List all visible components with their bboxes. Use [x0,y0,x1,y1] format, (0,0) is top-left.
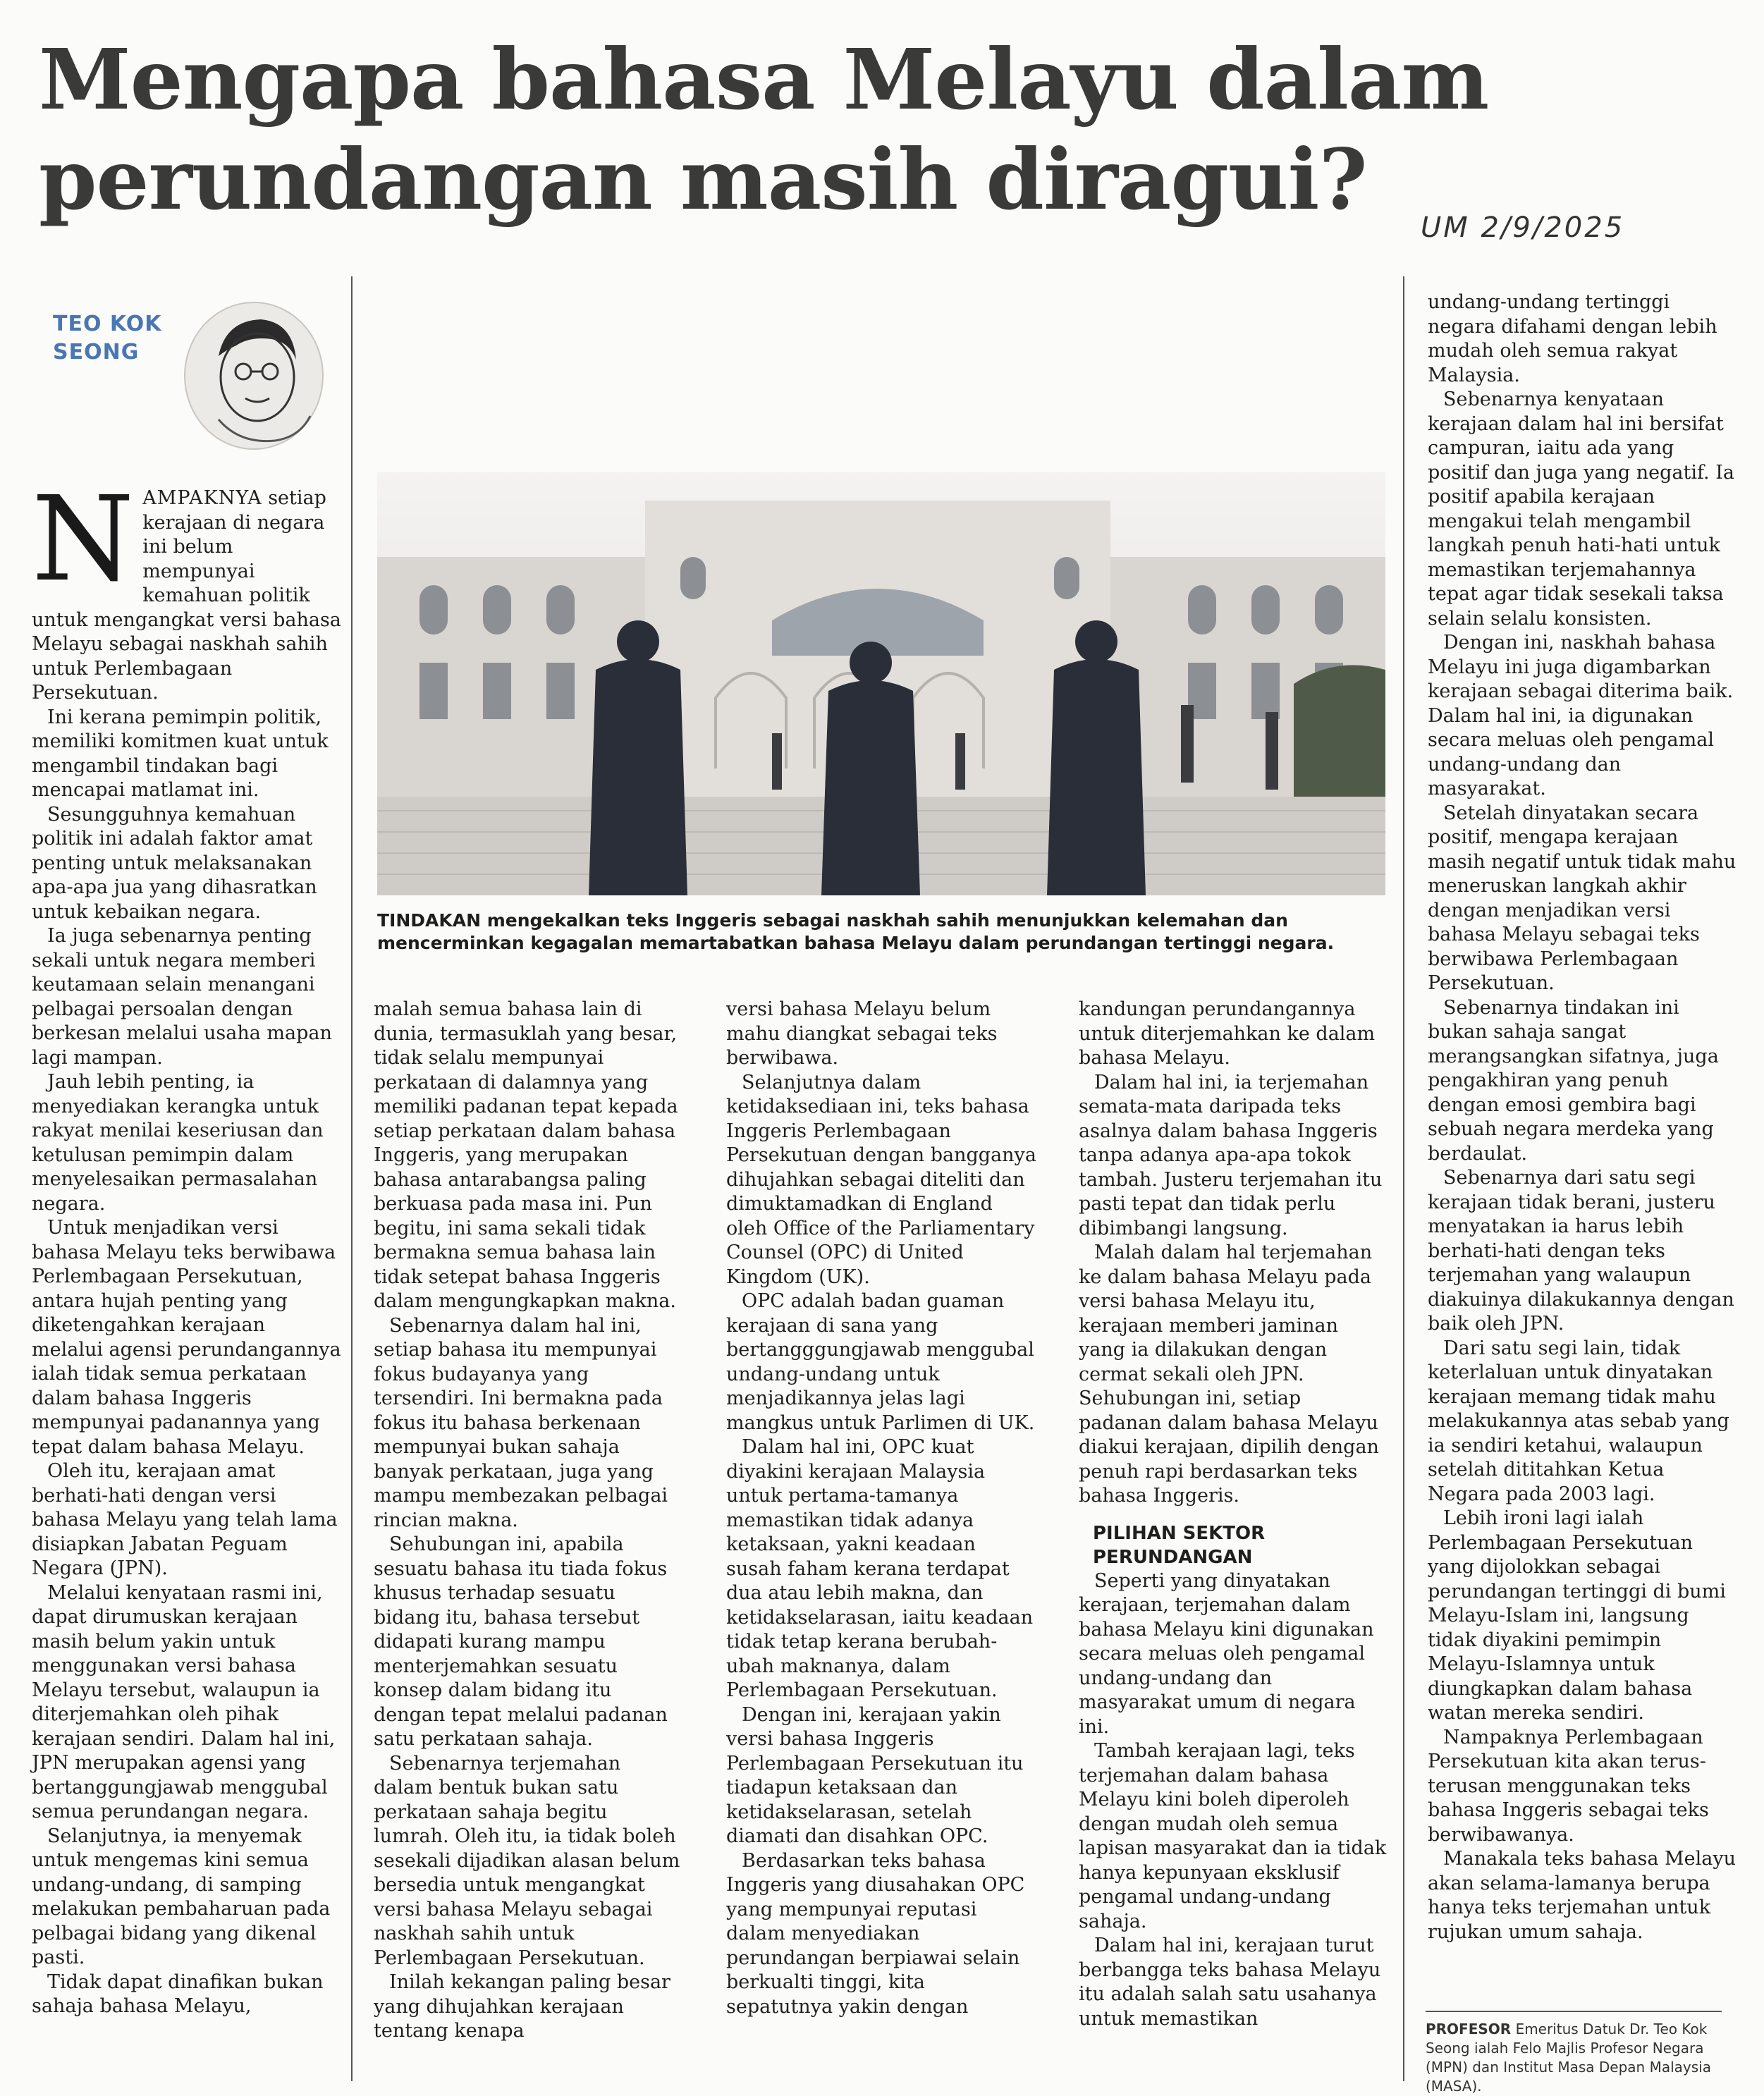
paragraph: kandungan perundangannya untuk diterjemahkan ke dalam bahasa Melayu. [1079,998,1376,1069]
paragraph: versi bahasa Melayu belum mahu diangkat sebagai teks berwibawa. [726,998,998,1069]
byline [49,293,331,458]
handwritten-date-note: UM 2/9/2025 [1421,212,1625,244]
paragraph: Inilah kekangan paling besar yang dihujahkan kerajaan tentang kenapa [374,1971,670,2042]
paragraph: Sebenarnya tindakan ini bukan sahaja sangat merangsangkan sifatnya, juga pengakhiran yang penuh dengan emosi gembira bagi sebuah negara merdeka yang berdaulat. [1428,996,1719,1165]
paragraph: Oleh itu, kerajaan amat berhati-hati dengan versi bahasa Melayu yang telah lama disiapkan Jabatan Peguam Negara (JPN). [32,1460,338,1579]
paragraph: Dalam hal ini, OPC kuat diyakini kerajaan Malaysia untuk pertama-tamanya memastikan tidak adanya ketaksaan, yakni keadaan susah faham kerana terdapat dua atau lebih makna, dan ketidakselarasan, iaitu keadaan tidak tetap kerana berubah-ubah maknanya, dalam Perlembagaan Persekutuan. [726,1436,1034,1701]
paragraph: Sesungguhnya kemahuan politik ini adalah faktor amat penting untuk melaksanakan apa-apa jua yang dihasratkan untuk kebaikan negara. [32,803,317,923]
paragraph: Sebenarnya terjemahan dalam bentuk bukan satu perkataan sahaja begitu lumrah. Oleh itu, ia tidak boleh sesekali dijadikan alasan belum bersedia untuk mengangkat versi bahasa Melayu sebagai naskhah sahih untuk Perlembagaan Persekutuan. [374,1752,680,1969]
paragraph: Dalam hal ini, ia terjemahan semata-mata daripada teks asalnya dalam bahasa Inggeris tanpa adanya apa-apa tokok tambah. Justeru terjemahan itu pasti tepat dan tidak perlu dibimbangi langsung. [1079,1071,1383,1239]
paragraph: Selanjutnya dalam ketidaksediaan ini, teks bahasa Inggeris Perlembagaan Persekutuan dengan bangganya dihujahkan sebagai diteliti dan dimuktamadkan di England oleh Office of the Parliamentary Counsel (OPC) di United Kingdom (UK). [726,1071,1036,1288]
paragraph: Tambah kerajaan lagi, teks terjemahan dalam bahasa Melayu kini boleh diperoleh dengan mudah oleh semua lapisan masyarakat dan ia tidak hanya kepunyaan eksklusif pengamal undang-undang sahaja. [1079,1740,1387,1932]
paragraph: Nampaknya Perlembagaan Persekutuan kita akan terus-terusan menggunakan teks bahasa Inggeris sebagai teks berwibawanya. [1428,1726,1709,1846]
headline: Mengapa bahasa Melayu dalam perundangan masih diragui? [39,30,1489,228]
paragraph: Untuk menjadikan versi bahasa Melayu teks berwibawa Perlembagaan Persekutuan, antara hujah penting yang diketengahkan kerajaan melalui agensi perundangannya ialah tidak semua perkataan dalam bahasa Inggeris mempunyai padanannya yang tepat dalam bahasa Melayu. [32,1217,341,1458]
lead-paragraph [32,472,342,706]
photo-caption: TINDAKAN mengekalkan teks Inggeris sebagai naskhah sahih menunjukkan kelemahan dan mencerminkan kegagalan memartabatkan bahasa Melayu dalam perundangan tertinggi negara. [377,910,1335,953]
paragraph: Sebenarnya kenyataan kerajaan dalam hal ini bersifat campuran, iaitu ada yang positif dan juga yang negatif. Ia positif apabila kerajaan mengakui telah mengambil langkah penuh hati-hati untuk memastikan terjemahannya tepat agar tidak sesekali taksa selain selalu konsisten. [1428,388,1734,630]
paragraph: Malah dalam hal terjemahan ke dalam bahasa Melayu pada versi bahasa Melayu itu, kerajaan memberi jaminan yang ia dilakukan dengan cermat sekali oleh JPN. Sehubungan ini, setiap padanan dalam bahasa Melayu diakui kerajaan, dipilih dengan penuh rapi berdasarkan teks bahasa Inggeris. [1079,1242,1379,1507]
article-column-5 [1428,290,1738,1944]
drop-cap: N [32,472,135,608]
bio-lead: PROFESOR [1426,2021,1512,2037]
author-portrait [176,293,331,458]
paragraph: Setelah dinyatakan secara positif, mengapa kerajaan masih negatif untuk tidak mahu meneruskan langkah akhir dengan menjadikan versi bahasa Melayu sebagai teks berwibawa Perlembagaan Persekutuan. [1428,802,1737,994]
article-column-1 [32,472,342,2019]
author-name: TEO KOK SEONG [53,312,162,364]
paragraph: Ini kerana pemimpin politik, memiliki komitmen kuat untuk mengambil tindakan bagi mencapai matlamat ini. [32,706,329,801]
article-column-3 [726,998,1036,2019]
bio-text: Emeritus Datuk Dr. Teo Kok Seong ialah Felo Majlis Profesor Negara (MPN) dan Institut Masa Depan Malaysia (MASA). [1426,2021,1711,2095]
paragraph: Dari satu segi lain, tidak keterlaluan untuk dinyatakan kerajaan memang tidak mahu melakukannya atas sebab yang ia sendiri ketahui, walaupun setelah dititahkan Ketua Negara pada 2003 lagi. [1428,1337,1729,1505]
article-column-2 [374,998,684,2044]
drop-cap-rest: AMPAKNYA [142,487,262,509]
bio-rule [1426,2011,1722,2012]
paragraph: Dalam hal ini, kerajaan turut berbangga teks bahasa Melayu itu adalah salah satu usahanya untuk memastikan [1079,1935,1381,2030]
paragraph: Berdasarkan teks bahasa Inggeris yang diusahakan OPC yang mempunyai reputasi dalam menyediakan perundangan berpiawai selain berkualti tinggi, kita sepatutnya yakin dengan [726,1849,1025,2018]
paragraph: Manakala teks bahasa Melayu akan selama-lamanya berupa hanya teks terjemahan untuk rujukan umum sahaja. [1428,1848,1737,1943]
article-column-4 [1079,998,1389,2031]
paragraph: Seperti yang dinyatakan kerajaan, terjemahan dalam bahasa Melayu kini digunakan secara meluas oleh pengamal undang-undang dan masyarakat umum di negara ini. [1079,1569,1374,1738]
paragraph: undang-undang tertinggi negara difahami dengan lebih mudah oleh semua rakyat Malaysia. [1428,291,1717,386]
column-rule-left [351,276,353,2081]
paragraph: Dengan ini, naskhah bahasa Melayu ini juga digambarkan kerajaan sebagai diterima baik. Dalam hal ini, ia digunakan secara meluas oleh pengamal undang-undang dan masyarakat. [1428,632,1734,799]
paragraph: setiap kerajaan di negara ini belum mempunyai kemahuan politik untuk mengangkat versi bahasa Melayu sebagai naskhah sahih untuk Perlembagaan Persekutuan. [32,487,341,704]
paragraph: Sebenarnya dari satu segi kerajaan tidak berani, justeru menyatakan ia harus lebih berhati-hati dengan teks terjemahan yang walaupun diakuinya dilakukannya dengan baik oleh JPN. [1428,1167,1734,1335]
paragraph: Melalui kenyataan rasmi ini, dapat dirumuskan kerajaan masih belum yakin untuk menggunakan versi bahasa Melayu tersebut, walaupun ia diterjemahkan oleh pihak kerajaan sendiri. Dalam hal ini, JPN merupakan agensi yang bertanggungjawab menggubal semua perundangan negara. [32,1581,336,1822]
paragraph: Lebih ironi lagi ialah Perlembagaan Persekutuan yang dijolokkan sebagai perundangan tertinggi di bumi Melayu-Islam ini, langsung tidak diyakini pemimpin Melayu-Islamnya untuk diungkapkan dalam bahasa watan mereka sendiri. [1428,1507,1726,1724]
paragraph: Ia juga sebenarnya penting sekali untuk negara memberi keutamaan selain menangani pelbagai persoalan dengan berkesan melalui usaha mapan lagi mampan. [32,925,332,1069]
author-bio [1426,2020,1722,2096]
subheading: PILIHAN SEKTOR PERUNDANGAN [1093,1522,1266,1568]
paragraph: Jauh lebih penting, ia menyediakan kerangka untuk rakyat menilai keseriusan dan ketulusan pemimpin dalam menyelesaikan permasalahan negara. [32,1071,324,1215]
paragraph: Sehubungan ini, apabila sesuatu bahasa itu tiada fokus khusus terhadap sesuatu bidang itu, bahasa tersebut didapati kurang mampu menterjemahkan sesuatu konsep dalam bidang itu dengan tepat melalui padanan satu perkataan sahaja. [374,1533,668,1750]
paragraph: Sebenarnya dalam hal ini, setiap bahasa itu mempunyai fokus budayanya yang tersendiri. Ini bermakna pada fokus itu bahasa berkenaan mempunyai bukan sahaja banyak perkataan, juga yang mampu membezakan pelbagai rincian makna. [374,1314,668,1531]
paragraph: OPC adalah badan guaman kerajaan di sana yang bertangggungjawab menggubal undang-undang untuk menjadikannya jelas lagi mangkus untuk Parlimen di UK. [726,1290,1035,1434]
paragraph: malah semua bahasa lain di dunia, termasuklah yang besar, tidak selalu mempunyai perkataan di dalamnya yang memiliki padanan tepat kepada setiap perkataan dalam bahasa Inggeris, yang merupakan bahasa antarabangsa paling berkuasa pada masa ini. Pun begitu, ini sama sekali tidak bermakna semua bahasa lain tidak setepat bahasa Inggeris dalam mengungkapkan makna. [374,998,678,1312]
paragraph: Dengan ini, kerajaan yakin versi bahasa Inggeris Perlembagaan Persekutuan itu tiadapun ketaksaan dan ketidakselarasan, setelah diamati dan disahkan OPC. [726,1703,1024,1847]
column-rule-right [1403,276,1404,2081]
paragraph: Selanjutnya, ia menyemak untuk mengemas kini semua undang-undang, di samping melakukan pembaharuan pada pelbagai bidang yang dikenal pasti. [32,1825,331,1968]
court-building-photo [377,472,1385,895]
paragraph: Tidak dapat dinafikan bukan sahaja bahasa Melayu, [32,1971,324,2017]
